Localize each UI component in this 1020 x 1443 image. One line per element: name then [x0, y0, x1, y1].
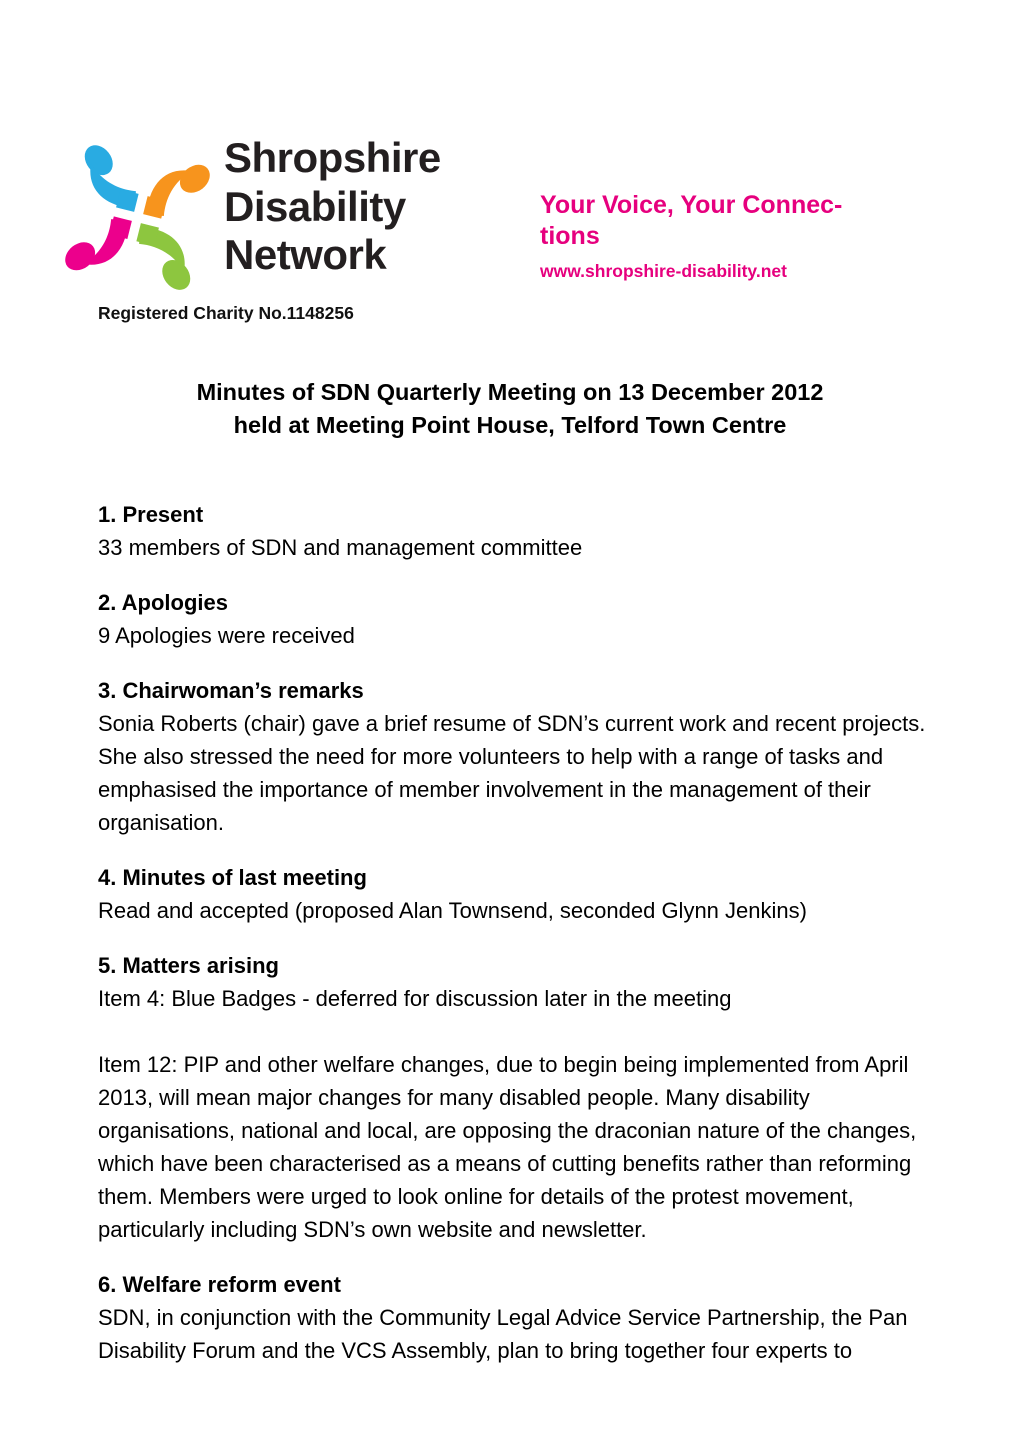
tagline-line-1: Your Voice, Your Connec- [540, 191, 843, 219]
tagline-line-2: tions [540, 222, 600, 251]
section-heading: 3. Chairwoman’s remarks [98, 678, 364, 703]
website-link: www.shropshire-disability.net [540, 261, 787, 281]
section-present [98, 498, 926, 564]
section-paragraph: Read and accepted (proposed Alan Townsend, seconded Glynn Jenkins) [98, 898, 807, 923]
org-name [224, 134, 441, 280]
org-name-line-1: Shropshire [224, 134, 441, 181]
section-paragraph: SDN, in conjunction with the Community Legal Advice Service Partnership, the Pan Disability Forum and the VCS Assembly, plan to bring together four experts to [98, 1305, 908, 1363]
section-apologies [98, 586, 926, 652]
section-heading: 6. Welfare reform event [98, 1272, 341, 1297]
section-heading: 4. Minutes of last meeting [98, 865, 367, 890]
charity-number: Registered Charity No.1148256 [98, 303, 354, 323]
doc-title-line-1: Minutes of SDN Quarterly Meeting on 13 December 2012 [196, 379, 824, 405]
doc-title [0, 376, 1020, 442]
minutes-content [98, 498, 926, 1389]
section-heading: 5. Matters arising [98, 953, 279, 978]
section-paragraph: 33 members of SDN and management committee [98, 535, 583, 560]
section-paragraph: Item 12: PIP and other welfare changes, due to begin being implemented from April 2013, will mean major changes for many disabled people. Many disability organisations, national and local, are opposing the draconian nature of the changes, which have been characterised as a means of cutting benefits rather than reforming them. Members were urged to look online for details of the protest movement, particularly including SDN’s own website and newsletter. [98, 1052, 917, 1242]
sdn-logo-icon [60, 130, 215, 302]
section-minutes-of-last-meeting [98, 861, 926, 927]
section-chairwomans-remarks [98, 674, 926, 839]
section-welfare-reform-event [98, 1268, 926, 1367]
section-paragraph: 9 Apologies were received [98, 623, 355, 648]
section-heading: 1. Present [98, 502, 204, 527]
tagline [540, 190, 842, 253]
org-name-line-2: Disability [224, 182, 406, 230]
doc-title-line-2: held at Meeting Point House, Telford Town Centre [233, 412, 787, 438]
section-paragraph: Item 4: Blue Badges - deferred for discussion later in the meeting [98, 986, 732, 1011]
section-heading: 2. Apologies [98, 590, 228, 615]
section-matters-arising [98, 949, 926, 1246]
section-paragraph: Sonia Roberts (chair) gave a brief resume of SDN’s current work and recent projects. She also stressed the need for more volunteers to help with a range of tasks and emphasised the importance of member involvement in the management of their organisation. [98, 711, 926, 835]
org-name-line-3: Network [224, 231, 387, 279]
